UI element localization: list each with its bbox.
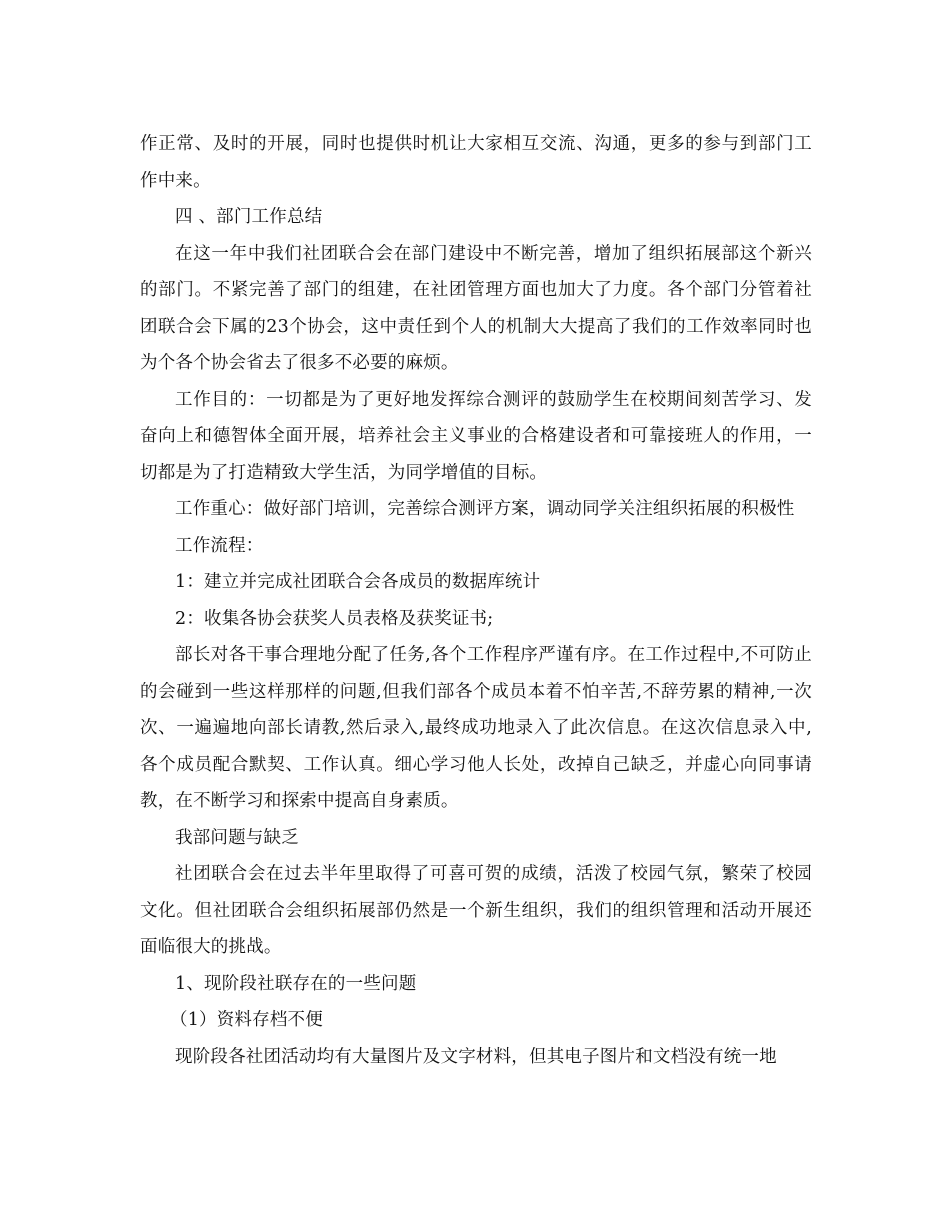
paragraph-work-focus: 工作重心：做好部门培训，完善综合测评方案，调动同学关注组织拓展的积极性 (175, 499, 795, 519)
section-heading-problems: 我部问题与缺乏 (175, 827, 299, 848)
paragraph-archive-description: 现阶段各社团活动均有大量图片及文字材料，但其电子图片和文档没有统一地 (175, 1046, 777, 1067)
paragraph-continuation: 作正常、及时的开展，同时也提供时机让大家相互交流、沟通，更多的参与到部门工作中来。 (140, 134, 812, 191)
paragraph-task-assignment: 部长对各干事合理地分配了任务,各个工作程序严谨有序。在工作过程中,不可防止的会碰到一些这样那样的问题,但我们部各个成员本着不怕辛苦,不辞劳累的精神,一次次、一遍遍地向部长请教,然后录入,最终成功地录入了此次信息。在这次信息录入中,各个成员配合默契、工作认真。细心学习他人长处，改掉自己缺乏，并虚心向同事请教，在不断学习和探索中提高自身素质。 (140, 645, 812, 811)
section-heading-department-summary: 四 、部门工作总结 (175, 207, 323, 227)
paragraph-achievements: 社团联合会在过去半年里取得了可喜可贺的成绩，活泼了校园气氛，繁荣了校园文化。但社团联合会组织拓展部仍然是一个新生组织，我们的组织管理和活动开展还面临很大的挑战。 (140, 864, 812, 957)
list-item-workflow-2: 2：收集各协会获奖人员表格及获奖证书; (175, 608, 494, 629)
paragraph-work-purpose: 工作目的：一切都是为了更好地发挥综合测评的鼓励学生在校期间刻苦学习、发奋向上和德智体全面开展，培养社会主义事业的合格建设者和可靠接班人的作用，一切都是为了打造精致大学生活，为同学增值的目标。 (140, 389, 812, 483)
document-body (140, 126, 812, 1075)
paragraph-workflow-heading: 工作流程： (175, 535, 264, 556)
list-item-workflow-1: 1：建立并完成社团联合会各成员的数据库统计 (175, 572, 541, 592)
paragraph-department-building: 在这一年中我们社团联合会在部门建设中不断完善，增加了组织拓展部这个新兴的部门。不紧完善了部门的组建，在社团管理方面也加大了力度。各个部门分管着社团联合会下属的23个协会，这中责任到个人的机制大大提高了我们的工作效率同时也为个各个协会省去了很多不必要的麻烦。 (140, 243, 812, 373)
subheading-current-problems: 1、现阶段社联存在的一些问题 (175, 973, 417, 994)
subheading-archive-issue: （1）资料存档不便 (170, 1010, 323, 1030)
